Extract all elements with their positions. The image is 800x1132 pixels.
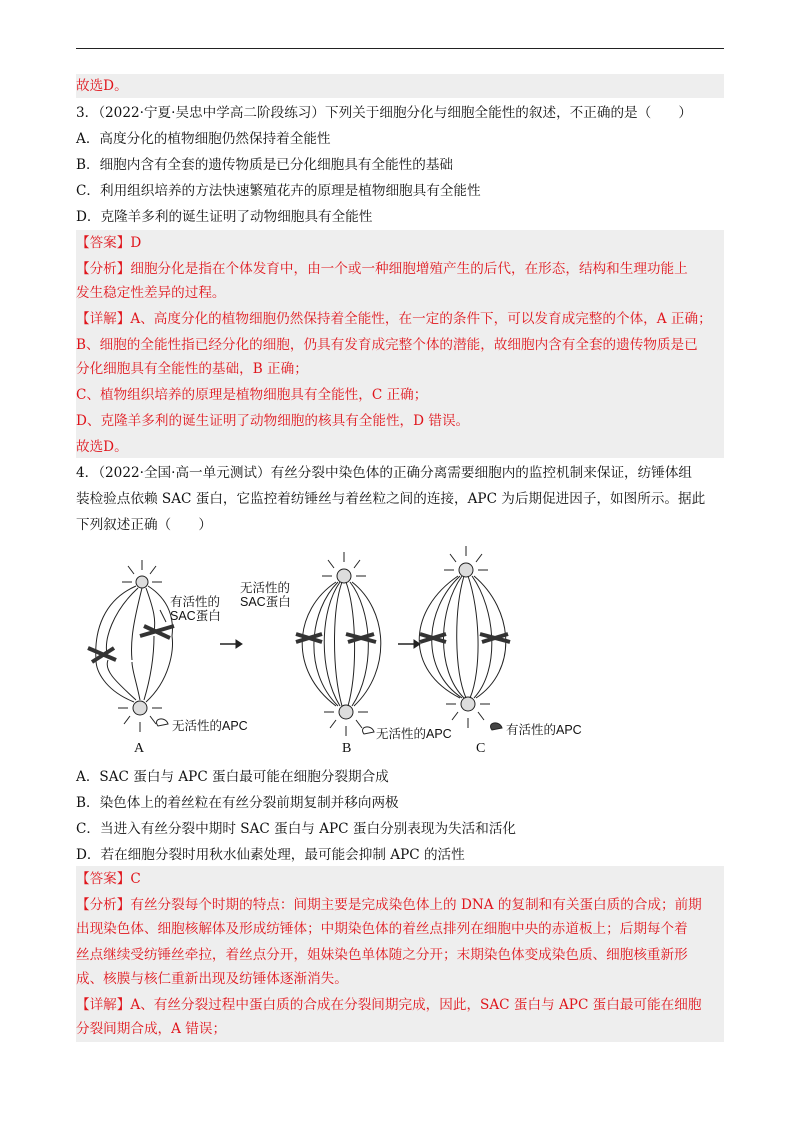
q4-detail-line: 分裂间期合成，A 错误；: [76, 1021, 227, 1037]
q3-detail-line: C、植物组织培养的原理是植物细胞具有全能性，C 正确；: [76, 387, 428, 403]
q3-option-a: A．高度分化的植物细胞仍然保持着全能性: [76, 131, 331, 147]
q3-stem: 3．（2022·宁夏·吴忠中学高二阶段练习）下列关于细胞分化与细胞全能性的叙述，不正确的是（ ）: [76, 105, 693, 121]
q4-option-c: C．当进入有丝分裂中期时 SAC 蛋白与 APC 蛋白分别表现为失活和活化: [76, 821, 517, 837]
prev-answer-block: [76, 74, 724, 98]
q4-option-d: D．若在细胞分裂时用秋水仙素处理，最可能会抑制 APC 的活性: [76, 847, 465, 863]
q3-detail-line: 分化细胞具有全能性的基础，B 正确；: [76, 361, 308, 377]
prev-conclusion: 故选D。: [76, 78, 128, 94]
q3-analysis-line: 【分析】细胞分化是指在个体发育中，由一个或一种细胞增殖产生的后代，在形态，结构和生理功能上: [76, 261, 688, 277]
label-apc-inactive-b: 无活性的APC: [376, 727, 452, 741]
label-apc-active: 有活性的APC: [506, 723, 582, 737]
apc-active-icon: [491, 723, 502, 730]
q3-option-d: D．克隆羊多利的诞生证明了动物细胞具有全能性: [76, 209, 373, 225]
q4-analysis-line: 【分析】有丝分裂每个时期的特点：间期主要是完成染色体上的 DNA 的复制和有关蛋白质的合成；前期: [76, 897, 702, 913]
panel-b-spindle: [302, 552, 381, 736]
label-sac-active: 有活性的: [170, 595, 221, 609]
q3-conclusion: 故选D。: [76, 439, 128, 455]
q3-option-c: C．利用组织培养的方法快速繁殖花卉的原理是植物细胞具有全能性: [76, 183, 481, 199]
q3-option-b: B．细胞内含有全套的遗传物质是已分化细胞具有全能性的基础: [76, 157, 454, 173]
q4-stem-line: 4．（2022·全国·高一单元测试）有丝分裂中染色体的正确分离需要细胞内的监控机制来保证，纺锤体组: [76, 465, 693, 481]
panel-a-chromosomes: [88, 626, 174, 662]
q4-stem-line: 下列叙述正确（ ）: [76, 517, 212, 533]
q4-stem-line: 装检验点依赖 SAC 蛋白，它监控着纺锤丝与着丝粒之间的连接，APC 为后期促进因子，如图所示。据此: [76, 491, 706, 507]
q3-detail-line: D、克隆羊多利的诞生证明了动物细胞的核具有全能性，D 错误。: [76, 413, 470, 429]
q4-option-a: A．SAC 蛋白与 APC 蛋白最可能在细胞分裂期合成: [76, 769, 389, 785]
label-apc-inactive-a: 无活性的APC: [172, 719, 248, 733]
q3-detail-line: B、细胞的全能性指已经分化的细胞，仍具有发育成完整个体的潜能，故细胞内含有全套的遗传物质是已: [76, 337, 698, 353]
panel-label-a: A: [134, 741, 145, 756]
q4-analysis-line: 丝点继续受纺锤丝牵拉，着丝点分开，姐妹染色单体随之分开；末期染色体变成染色质、细胞核重新形: [76, 947, 688, 963]
label-sac-inactive: SAC蛋白: [240, 595, 291, 609]
panel-c-chromosomes: [420, 634, 510, 642]
header-rule: [76, 48, 724, 49]
q4-detail-line: 【详解】A、有丝分裂过程中蛋白质的合成在分裂间期完成，因此，SAC 蛋白与 APC 蛋白最可能在细胞: [76, 997, 702, 1013]
apc-inactive-b-icon: [363, 727, 374, 734]
panel-a-spindle: [96, 560, 173, 732]
panel-label-c: C: [476, 741, 486, 756]
label-sac-active: SAC蛋白: [170, 609, 221, 623]
q4-answer: 【答案】C: [76, 871, 141, 887]
q3-analysis-line: 发生稳定性差异的过程。: [76, 285, 226, 301]
q4-analysis-line: 成、核膜与核仁重新出现及纺锤体逐渐消失。: [76, 971, 348, 987]
label-sac-inactive: 无活性的: [240, 581, 291, 595]
q3-answer: 【答案】D: [76, 235, 142, 251]
apc-inactive-a-icon: [157, 719, 168, 726]
q4-analysis-line: 出现染色体、细胞核解体及形成纺锤体；中期染色体的着丝点排列在细胞中央的赤道板上；后期每个着: [76, 921, 688, 937]
mitosis-figure: [74, 540, 634, 760]
q3-detail-line: 【详解】A、高度分化的植物细胞仍然保持着全能性，在一定的条件下，可以发育成完整的个体，A 正确；: [76, 311, 712, 327]
panel-label-b: B: [342, 741, 352, 756]
panel-b-chromosomes: [296, 634, 376, 642]
q4-option-b: B．染色体上的着丝粒在有丝分裂前期复制并移向两极: [76, 795, 399, 811]
